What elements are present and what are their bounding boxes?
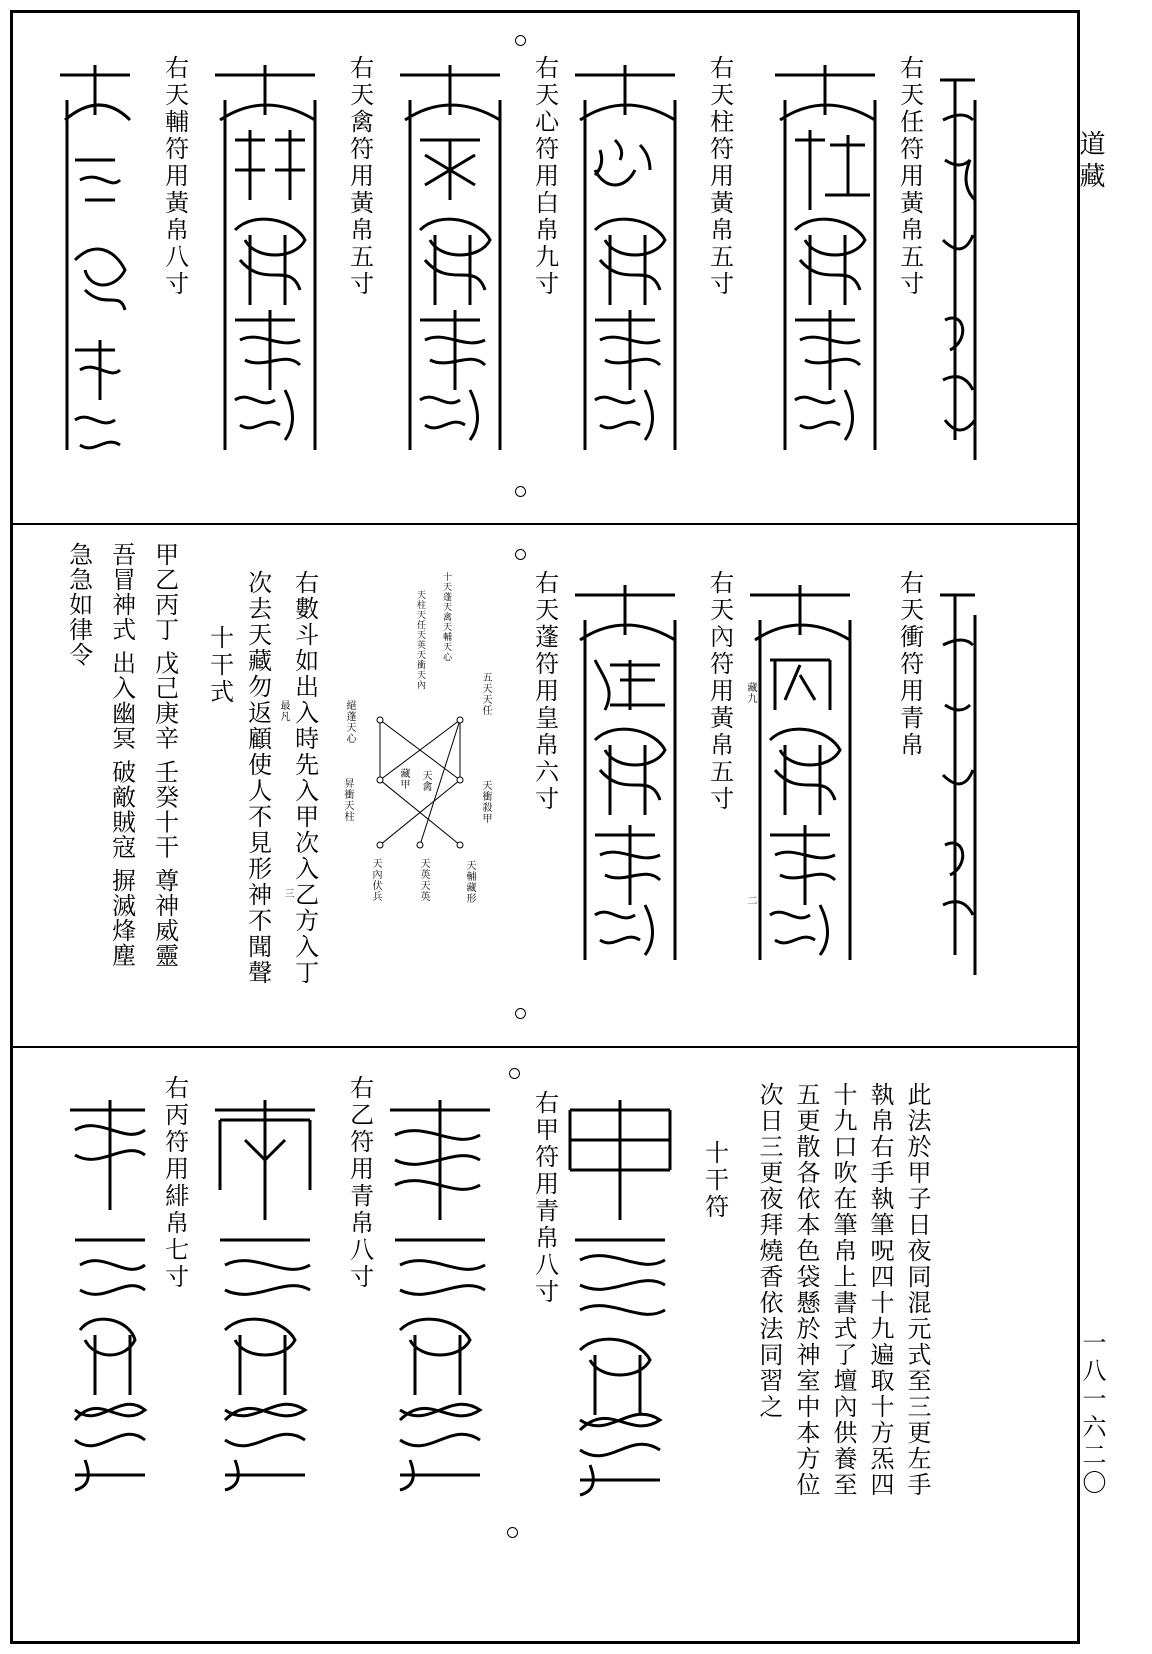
talisman-caption: 右天任符用黃帛五寸 — [895, 55, 924, 298]
paragraph-line: 十九口吹在筆帛上書式了壇內供養至 — [829, 1082, 857, 1498]
instructions-paragraph — [750, 1082, 935, 1522]
talisman-caption: 右天蓬符用皇帛六寸 — [530, 570, 559, 813]
diagram-label: 天內伏兵 — [370, 858, 381, 902]
binding-ring — [509, 1068, 520, 1079]
talisman-seal — [570, 580, 685, 970]
talisman-caption: 右天心符用白帛九寸 — [530, 55, 559, 298]
panel-divider-top — [13, 523, 1077, 525]
panel-divider-bottom — [13, 1046, 1077, 1048]
talisman-caption: 右乙符用青帛八寸 — [345, 1075, 374, 1291]
paragraph-line: 此法於甲子日夜同混元式至三更左手 — [903, 1082, 931, 1498]
page-number: 一八一六二〇 — [1078, 1330, 1106, 1498]
talisman-seal — [935, 575, 980, 975]
diagram-label: 天英天英 — [418, 858, 429, 902]
talisman-caption: 右天衝符用青帛 — [895, 570, 924, 759]
talisman-caption: 右天禽符用黃帛五寸 — [345, 55, 374, 298]
side-mark: 藏九 — [745, 682, 756, 704]
binding-ring — [515, 549, 526, 560]
paragraph-line: 五更散各依本色袋懸於神室中本方位 — [792, 1082, 820, 1498]
talisman-caption: 右甲符用青帛八寸 — [530, 1090, 559, 1306]
talisman-seal — [935, 60, 980, 470]
verse-line: 急急如律令 — [64, 542, 93, 667]
paragraph-line: 執帛右手執筆呪四十九遍取十方炁四 — [866, 1082, 894, 1498]
binding-ring — [515, 1008, 526, 1019]
talisman-seal — [560, 1090, 680, 1500]
talisman-caption: 右天內符用黃帛五寸 — [705, 570, 734, 813]
talisman-caption: 右天輔符用黃帛八寸 — [160, 55, 189, 298]
talisman-seal — [205, 1090, 325, 1500]
diagram-label: 昇衝天柱 — [342, 778, 353, 822]
binding-ring — [515, 486, 526, 497]
diagram-label: 最凡 — [278, 700, 289, 722]
talisman-caption: 右丙符用緋帛七寸 — [160, 1075, 189, 1291]
side-mark: 二 — [745, 895, 756, 906]
diagram-label: 天輔藏形 — [464, 860, 475, 904]
diagram-label: 天衝殺甲 — [480, 780, 491, 824]
section-heading: 十干式 — [205, 625, 234, 706]
verse-line: 甲乙丙丁 戊己庚辛 壬癸十干 尊神威靈 — [150, 542, 179, 968]
talisman-caption: 右天柱符用黃帛五寸 — [705, 55, 734, 298]
text-column: 右數斗如出入時先入甲次入乙方入丁 — [290, 570, 319, 986]
diagram-label: 五天天任 — [480, 672, 491, 716]
talisman-seal — [55, 60, 135, 460]
binding-ring — [507, 1527, 518, 1538]
diagram-label: 藏甲 — [398, 768, 409, 790]
diagram-heading: 十天蓬天禽天輔天心 — [441, 572, 451, 662]
talisman-seal — [210, 60, 325, 460]
text-column: 次去天藏勿返顧使人不見形神不聞聲 — [243, 570, 272, 986]
paragraph-line: 次日三更夜拜燒香依法同習之 — [755, 1082, 783, 1420]
section-heading: 十干符 — [700, 1140, 729, 1221]
binding-ring — [515, 35, 526, 46]
talisman-seal — [570, 60, 685, 460]
collection-name: 道藏 — [1075, 130, 1105, 194]
diagram-heading: 天柱天任天英天衝天內 — [415, 590, 425, 690]
diagram-label: 天禽 — [420, 770, 431, 792]
talisman-seal — [60, 1090, 155, 1500]
diagram-label: 絕蓬天心 — [344, 700, 355, 744]
talisman-seal — [395, 60, 510, 460]
talisman-seal — [745, 580, 860, 970]
verse-line: 吾冒神式 出入幽冥 破敵賊寇 摒滅烽塵 — [107, 542, 136, 968]
talisman-seal — [770, 60, 885, 460]
talisman-seal — [380, 1090, 500, 1500]
diagram-label: 三 — [282, 888, 293, 899]
